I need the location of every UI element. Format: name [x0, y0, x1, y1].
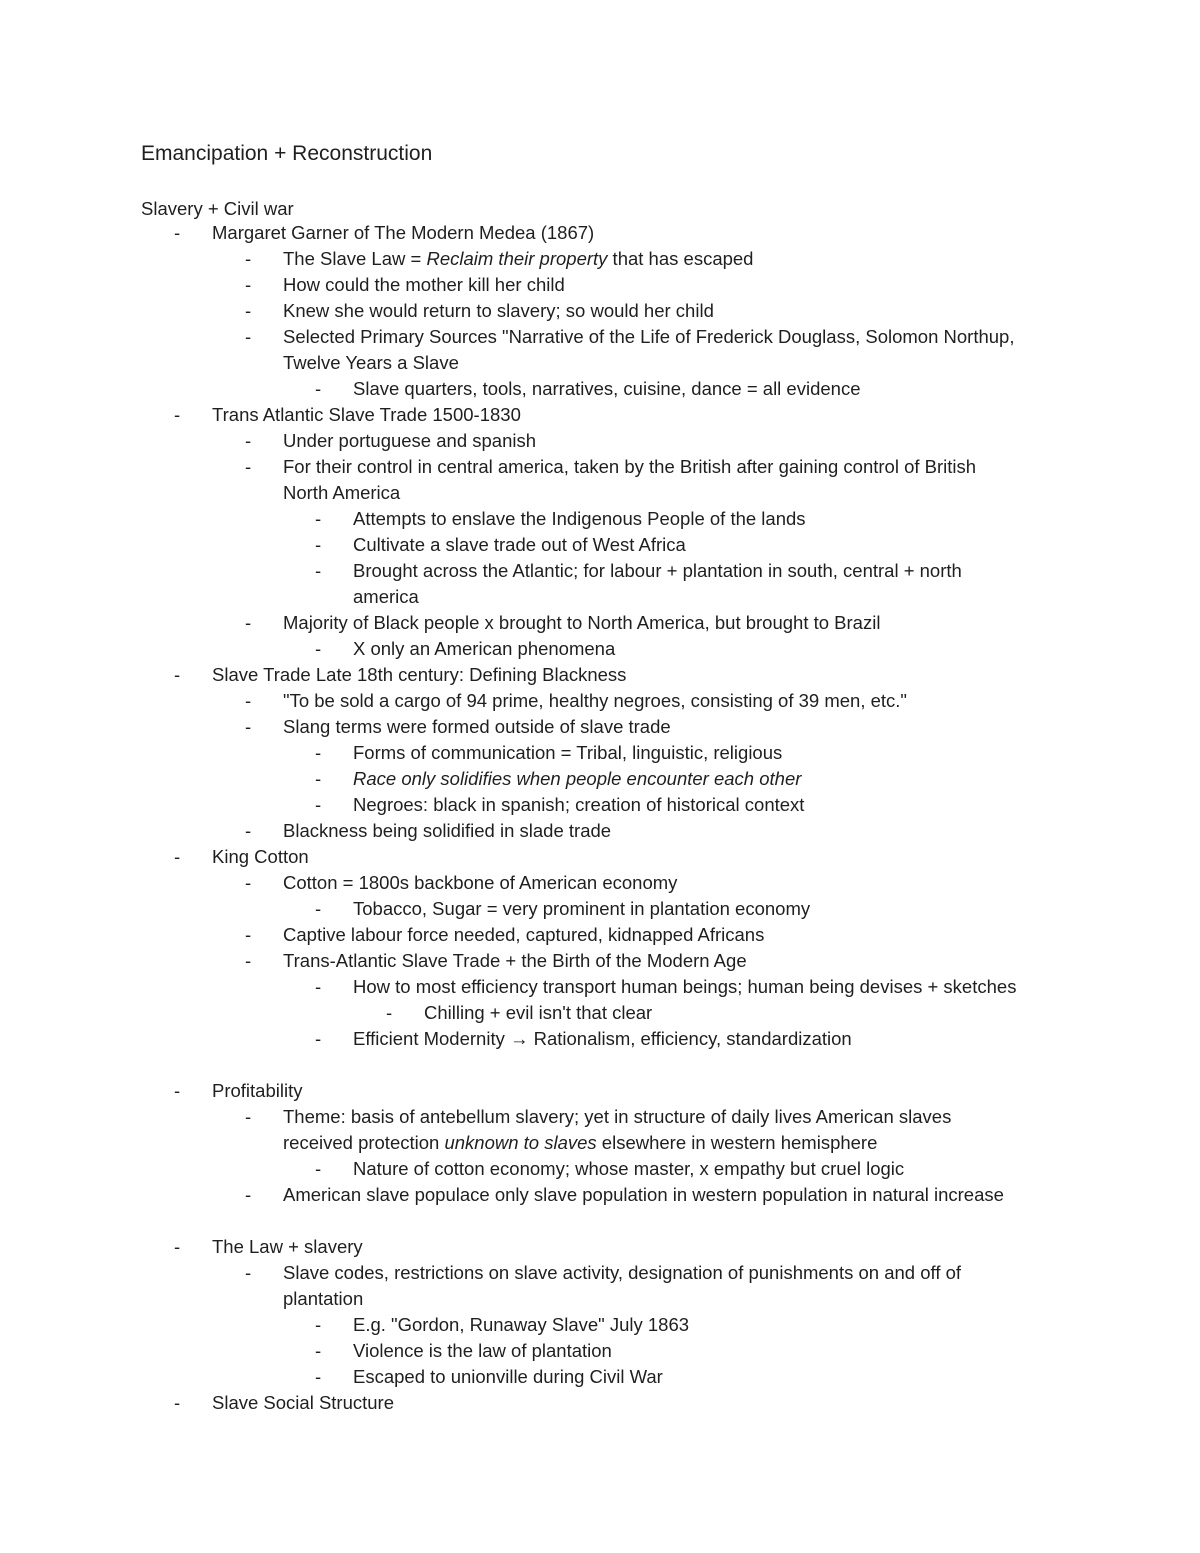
bullet-dash: -: [245, 872, 252, 893]
list-item-text: Margaret Garner of The Modern Medea (1867): [212, 222, 595, 243]
list-item: [0, 818, 1200, 844]
list-item-text: Slave quarters, tools, narratives, cuisine, dance = all evidence: [353, 378, 861, 399]
bullet-dash: -: [315, 1366, 322, 1387]
list-item-text: received protection unknown to slaves elsewhere in western hemisphere: [283, 1132, 878, 1153]
bullet-dash: -: [315, 898, 322, 919]
bullet-dash: -: [315, 1028, 322, 1049]
bullet-dash: -: [245, 456, 252, 477]
list-item: [0, 1312, 1200, 1338]
list-item: [0, 948, 1200, 974]
list-item: [0, 298, 1200, 324]
list-item-text: Profitability: [212, 1080, 303, 1101]
list-item-text: Trans Atlantic Slave Trade 1500-1830: [212, 404, 521, 425]
list-item: [0, 636, 1200, 662]
list-item: [0, 1390, 1200, 1416]
bullet-dash: -: [245, 950, 252, 971]
list-item-continuation: [0, 1130, 1200, 1156]
list-item-text: American slave populace only slave population in western population in natural increase: [283, 1184, 1004, 1205]
list-item: [0, 844, 1200, 870]
list-item-text: Slang terms were formed outside of slave trade: [283, 716, 671, 737]
list-item: [0, 558, 1200, 584]
list-item-text: Under portuguese and spanish: [283, 430, 537, 451]
list-item-text: E.g. "Gordon, Runaway Slave" July 1863: [353, 1314, 690, 1335]
bullet-dash: -: [386, 1002, 393, 1023]
list-item: [0, 220, 1200, 246]
list-item: [0, 1078, 1200, 1104]
list-item: [0, 532, 1200, 558]
bullet-dash: -: [315, 768, 322, 789]
bullet-dash: -: [174, 1080, 181, 1101]
list-item-text: Captive labour force needed, captured, kidnapped Africans: [283, 924, 765, 945]
list-item-text: Violence is the law of plantation: [353, 1340, 612, 1361]
bullet-dash: -: [315, 742, 322, 763]
list-item-text: Efficient Modernity → Rationalism, efficiency, standardization: [353, 1028, 852, 1049]
list-item: [0, 1260, 1200, 1286]
bullet-dash: -: [174, 664, 181, 685]
list-item-text: How could the mother kill her child: [283, 274, 565, 295]
bullet-dash: -: [245, 1106, 252, 1127]
bullet-dash: -: [315, 560, 322, 581]
list-item: [0, 714, 1200, 740]
bullet-dash: -: [315, 976, 322, 997]
bullet-dash: -: [174, 404, 181, 425]
list-item: [0, 506, 1200, 532]
list-item-text: Forms of communication = Tribal, linguistic, religious: [353, 742, 783, 763]
notes-list: [0, 220, 1200, 1416]
list-item: [0, 870, 1200, 896]
list-item: [0, 1364, 1200, 1390]
list-item: [0, 766, 1200, 792]
list-item-continuation: [0, 350, 1200, 376]
list-item-text: america: [353, 586, 419, 607]
list-item-text: Race only solidifies when people encounter each other: [353, 768, 802, 789]
list-item-text: Attempts to enslave the Indigenous People of the lands: [353, 508, 806, 529]
list-item: [0, 688, 1200, 714]
list-item-text: plantation: [283, 1288, 364, 1309]
list-item-text: Negroes: black in spanish; creation of historical context: [353, 794, 805, 815]
bullet-dash: -: [315, 1158, 322, 1179]
list-item: [0, 1000, 1200, 1026]
list-item-text: Slave Social Structure: [212, 1392, 395, 1413]
list-item: [0, 272, 1200, 298]
list-item-text: "To be sold a cargo of 94 prime, healthy negroes, consisting of 39 men, etc.": [283, 690, 907, 711]
list-item: [0, 1338, 1200, 1364]
list-item: [0, 324, 1200, 350]
list-item-text: King Cotton: [212, 846, 309, 867]
list-item-text: Cultivate a slave trade out of West Africa: [353, 534, 686, 555]
list-item: [0, 1104, 1200, 1130]
bullet-dash: -: [245, 1262, 252, 1283]
bullet-dash: -: [245, 690, 252, 711]
italic-text: unknown to slaves: [444, 1132, 597, 1153]
bullet-dash: -: [315, 1340, 322, 1361]
list-item: [0, 454, 1200, 480]
list-item-text: Slave codes, restrictions on slave activity, designation of punishments on and off of: [283, 1262, 962, 1283]
list-item: [0, 740, 1200, 766]
list-item: [0, 428, 1200, 454]
list-item-continuation: [0, 480, 1200, 506]
bullet-dash: -: [245, 716, 252, 737]
list-item: [0, 662, 1200, 688]
blank-line: [0, 1208, 1200, 1234]
list-item: [0, 1156, 1200, 1182]
page-title: Emancipation + Reconstruction: [141, 142, 433, 165]
list-item: [0, 246, 1200, 272]
bullet-dash: -: [315, 534, 322, 555]
list-item-text: Knew she would return to slavery; so would her child: [283, 300, 714, 321]
list-item: [0, 896, 1200, 922]
bullet-dash: -: [174, 1392, 181, 1413]
list-item-text: Blackness being solidified in slade trade: [283, 820, 612, 841]
list-item-text: Majority of Black people x brought to North America, but brought to Brazil: [283, 612, 881, 633]
list-item-text: Theme: basis of antebellum slavery; yet in structure of daily lives American slaves: [283, 1106, 952, 1127]
list-item-text: Slave Trade Late 18th century: Defining Blackness: [212, 664, 627, 685]
list-item-text: Chilling + evil isn't that clear: [424, 1002, 653, 1023]
list-item-text: The Law + slavery: [212, 1236, 363, 1257]
bullet-dash: -: [245, 300, 252, 321]
bullet-dash: -: [174, 846, 181, 867]
list-item: [0, 610, 1200, 636]
bullet-dash: -: [245, 924, 252, 945]
list-item-continuation: [0, 1286, 1200, 1312]
list-item: [0, 402, 1200, 428]
list-item-text: Escaped to unionville during Civil War: [353, 1366, 663, 1387]
list-item-text: Selected Primary Sources "Narrative of the Life of Frederick Douglass, Solomon Northup,: [283, 326, 1015, 347]
list-item-text: Tobacco, Sugar = very prominent in plantation economy: [353, 898, 811, 919]
list-item: [0, 1026, 1200, 1052]
list-item: [0, 974, 1200, 1000]
list-item-text: X only an American phenomena: [353, 638, 616, 659]
bullet-dash: -: [245, 248, 252, 269]
list-item: [0, 792, 1200, 818]
list-item-text: Cotton = 1800s backbone of American economy: [283, 872, 678, 893]
list-item-text: Twelve Years a Slave: [283, 352, 459, 373]
list-item: [0, 376, 1200, 402]
list-item: [0, 1234, 1200, 1260]
bullet-dash: -: [315, 508, 322, 529]
section-heading: Slavery + Civil war: [141, 198, 294, 219]
bullet-dash: -: [315, 794, 322, 815]
list-item-continuation: [0, 584, 1200, 610]
bullet-dash: -: [245, 274, 252, 295]
bullet-dash: -: [245, 820, 252, 841]
list-item-text: Nature of cotton economy; whose master, x empathy but cruel logic: [353, 1158, 905, 1179]
list-item-text: For their control in central america, taken by the British after gaining control of British: [283, 456, 977, 477]
bullet-dash: -: [315, 1314, 322, 1335]
bullet-dash: -: [245, 326, 252, 347]
blank-line: [0, 1052, 1200, 1078]
list-item: [0, 922, 1200, 948]
list-item-text: How to most efficiency transport human beings; human being devises + sketches: [353, 976, 1017, 997]
list-item-text: Brought across the Atlantic; for labour + plantation in south, central + north: [353, 560, 962, 581]
bullet-dash: -: [174, 1236, 181, 1257]
bullet-dash: -: [245, 1184, 252, 1205]
bullet-dash: -: [245, 430, 252, 451]
bullet-dash: -: [315, 638, 322, 659]
bullet-dash: -: [315, 378, 322, 399]
italic-text: Reclaim their property: [426, 248, 608, 269]
list-item-text: The Slave Law = Reclaim their property that has escaped: [283, 248, 754, 269]
list-item-text: Trans-Atlantic Slave Trade + the Birth of the Modern Age: [283, 950, 747, 971]
bullet-dash: -: [174, 222, 181, 243]
list-item-text: North America: [283, 482, 401, 503]
bullet-dash: -: [245, 612, 252, 633]
list-item: [0, 1182, 1200, 1208]
